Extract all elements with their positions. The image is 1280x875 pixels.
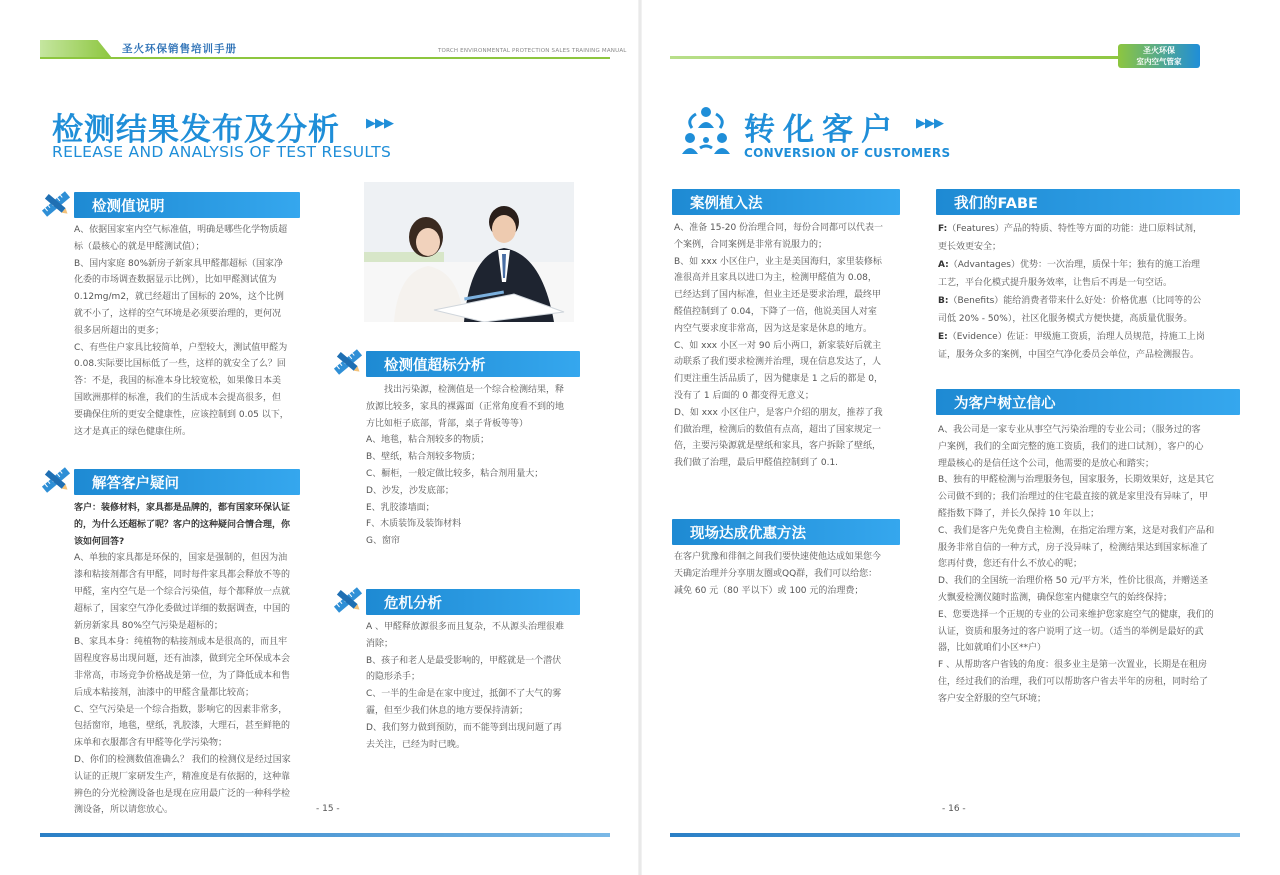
section-header-detection-value xyxy=(74,192,300,218)
text-line: A 、甲醛释放源很多而且复杂，不从源头治理很难 xyxy=(366,622,565,632)
text-line: 器，比如就咱们小区**户） xyxy=(938,643,1047,654)
section-title: 为客户树立信心 xyxy=(954,396,1056,412)
business-meeting-photo xyxy=(364,182,574,322)
text-line: 要确保住所的更安全健康性，应该控制到 0.05 以下， xyxy=(74,409,289,420)
section-title: 危机分析 xyxy=(384,596,442,612)
text-line: 们更注重生活品质了，因为健康是 1 之后的都是 0， xyxy=(674,374,884,385)
text-line: 床单和衣服都含有甲醛等化学污染物； xyxy=(74,738,228,749)
text-line: 住，经过我们的治理，我们可以帮助客户省去半年的房租，同时给了 xyxy=(938,676,1209,687)
text-line: C、我们是客户先免费自主检测，在指定治理方案，这是对我们产品和 xyxy=(938,525,1215,536)
text-line: 固程度容易出现问题，还有油漆，做到完全环保成本会 xyxy=(74,654,291,665)
section-body-customer-questions xyxy=(74,500,308,819)
text-line: D、我们努力做到预防，而不能等到出现问题了再 xyxy=(366,722,562,733)
section-header-fabe xyxy=(936,189,1240,215)
text-line: C、空气污染是一个综合指数，影响它的因素非常多， xyxy=(74,704,288,715)
text-line: 答：不是，我国的标准本身比较宽松，如果像日本美 xyxy=(74,376,282,387)
logo-line-1: 圣火环保 xyxy=(1143,46,1175,55)
text-line: C、橱柜，一般定做比较多，粘合剂用量大； xyxy=(366,468,544,479)
text-line: 国欧洲那样的标准，我们的生活成本会提高很多，但 xyxy=(74,392,282,403)
text-line: G、窗帘 xyxy=(366,536,400,547)
text-line: B、独有的甲醛检测与治理服务包，国家服务，长期效果好，这是其它 xyxy=(938,475,1215,486)
footer-rule xyxy=(670,833,1240,837)
triple-arrow-icon: ▶▶▶ xyxy=(366,116,393,131)
section-title: 检测值说明 xyxy=(92,199,165,215)
page-title: 检测结果发布及分析 xyxy=(52,112,340,148)
brand-logo xyxy=(1118,44,1200,68)
page-number: - 16 - xyxy=(942,804,966,814)
text-line: 没有了 1 后面的 0 都变得无意义； xyxy=(674,390,814,401)
text-line: 0.12mg/m2，就已经超出了国标的 20%，这个比例 xyxy=(74,292,284,303)
text-line: 就不小了，这样的空气环境是必须要治理的，更何况 xyxy=(74,308,282,319)
section-header-case-method xyxy=(672,189,900,215)
people-network-icon xyxy=(678,102,734,162)
section-header-crisis-analysis xyxy=(366,589,580,615)
section-body-crisis-analysis xyxy=(366,619,590,753)
text-line: 消除； xyxy=(366,638,394,649)
fabe-text: 证，服务众多的案例，中国空气净化委员会单位，产品检测报告。 xyxy=(938,350,1200,360)
text-line: 认证，资质和服务过的客户说明了这一切。（适当的举例是最好的武 xyxy=(938,626,1204,637)
text-line: F、木质装饰及装饰材料 xyxy=(366,519,462,530)
text-line: B、如 xxx 小区住户，业主是美国海归，家里装修标 xyxy=(674,256,882,267)
text-line: 放源比较多，家具的裸露面（正常角度看不到的地 xyxy=(366,401,565,412)
text-line: 已经达到了国内标准，但业主还是要求治理，最终甲 xyxy=(674,290,882,301)
text-line: 非常高，市场竞争价格战是第一位，为了降低成本和售 xyxy=(74,670,291,681)
fabe-line xyxy=(938,310,1244,328)
text-line: 在客户犹豫和徘徊之间我们要快速使他达成如果您今 xyxy=(674,552,882,562)
text-line: 方比如柜子底部，背部，桌子背板等等） xyxy=(366,418,529,429)
section-header-onsite-discount xyxy=(672,519,900,545)
section-title: 我们的FABE xyxy=(954,196,1038,212)
text-line: 天确定治理并分享朋友圈或QQ群，我们可以给您： xyxy=(674,568,878,579)
section-body-fabe xyxy=(938,220,1244,364)
text-line: 服务非常自信的一种方式，房子没异味了，检测结果达到国家标准了 xyxy=(938,542,1209,553)
fabe-label: E: xyxy=(938,332,948,342)
text-line: 理最核心的是信任这个公司，他需要的是放心和踏实； xyxy=(938,458,1155,469)
section-header-exceed-analysis xyxy=(366,351,580,377)
text-line: 客户安全舒服的空气环境； xyxy=(938,693,1047,704)
text-line: D、沙发，沙发底部； xyxy=(366,485,454,496)
text-line: E、乳胶漆墙面； xyxy=(366,502,435,513)
page-title-english: RELEASE AND ANALYSIS OF TEST RESULTS xyxy=(52,143,392,161)
fabe-text: 工艺，平台化模式提升服务效率，让售后不再是一句空话。 xyxy=(938,278,1173,288)
text-line: 您再付费，您还有什么不放心的呢； xyxy=(938,559,1083,570)
fabe-label: A: xyxy=(938,260,949,270)
fabe-label: B: xyxy=(938,296,949,306)
text-line: A、依据国家室内空气标准值，明确是哪些化学物质超 xyxy=(74,225,288,235)
section-header-build-confidence xyxy=(936,389,1240,415)
text-line: E、您要选择一个正规的专业的公司来维护您家庭空气的健康，我们的 xyxy=(938,609,1214,620)
text-line: 的隐形杀手； xyxy=(366,672,421,683)
text-line: 我们做了治理，最后甲醛值控制到了 0.1. xyxy=(674,458,839,469)
text-line: C、有些住户家具比较简单，户型较大，测试值甲醛为 xyxy=(74,342,288,353)
ruler-pencil-icon xyxy=(330,582,366,622)
text-line: 漆和粘接剂都含有甲醛，同时每件家具都会释放不等的 xyxy=(74,570,291,581)
question-line: 客户：装修材料，家具都是品牌的，都有国家环保认证 xyxy=(74,503,291,513)
page-number: - 15 - xyxy=(316,804,340,814)
header-title: 圣火环保销售培训手册 xyxy=(122,43,237,55)
ruler-pencil-icon xyxy=(38,186,74,226)
fabe-line xyxy=(938,292,1244,310)
header-green-tab xyxy=(40,40,112,58)
fabe-text: （Benefits）能给消费者带来什么好处：价格优惠（比同等的公 xyxy=(948,296,1202,306)
text-line: 后成本粘接剂，油漆中的甲醛含量都比较高； xyxy=(74,687,255,698)
text-line: A、单独的家具都是环保的，国家是强制的，但因为油 xyxy=(74,553,288,564)
fabe-label: F: xyxy=(938,224,948,234)
text-line: B、家具本身：纯植物的粘接剂成本是很高的，而且牢 xyxy=(74,637,288,648)
text-line: 很多居所超出的更多； xyxy=(74,325,165,336)
text-line: 个案例，合同案例是非常有说服力的； xyxy=(674,239,828,250)
text-line: 们做治理，检测后的数值有点高，超出了国家规定一 xyxy=(674,424,882,435)
text-line: C、如 xxx 小区一对 90 后小两口，新家装好后就主 xyxy=(674,340,882,351)
section-title: 案例植入法 xyxy=(690,196,763,212)
text-line: 霾，但至少我们休息的地方要保持清新； xyxy=(366,705,529,716)
text-line: 新房新家具 80%空气污染是超标的； xyxy=(74,620,223,631)
question-line: 的，为什么还超标了呢？客户的这种疑问合情合理，你 xyxy=(74,519,291,530)
text-line: 标（最核心的就是甲醛测试值）； xyxy=(74,241,205,252)
fabe-line xyxy=(938,256,1244,274)
section-body-exceed-analysis xyxy=(366,382,590,550)
text-line: 辨色的分光检测设备也是现在应用最广泛的一种科学检 xyxy=(74,788,291,799)
text-line: 包括窗帘，地毯，壁纸，乳胶漆，大理石，甚至鲜艳的 xyxy=(74,721,291,732)
section-body-case-method xyxy=(674,220,910,472)
section-header-customer-questions xyxy=(74,469,300,495)
triple-arrow-icon: ▶▶▶ xyxy=(916,116,943,131)
fabe-line xyxy=(938,238,1244,256)
text-line: B、国内家庭 80%新房子新家具甲醛都超标（国家净 xyxy=(74,258,284,269)
fabe-text: （Evidence）佐证：甲级施工资质，治理人员规范，持施工上岗 xyxy=(947,332,1205,342)
text-line: 0.08.实际要比国标低了一些，这样的就安全了么？回 xyxy=(74,359,286,370)
text-line: 醛值控制到了 0.04，下降了一倍，他说美国人对室 xyxy=(674,306,877,317)
text-line: 超标了，国家空气净化委做过详细的数据调查，中国的 xyxy=(74,603,291,614)
section-body-onsite-discount xyxy=(674,549,910,599)
page-title-english: CONVERSION OF CUSTOMERS xyxy=(744,146,951,160)
header-band xyxy=(40,40,627,58)
text-line: 这才是真正的绿色健康住所。 xyxy=(74,426,192,437)
text-line: B、壁纸，粘合剂较多物质； xyxy=(366,452,481,463)
section-title: 现场达成优惠方法 xyxy=(690,526,806,542)
text-line: 醛指数下降了，并长久保持 10 年以上； xyxy=(938,508,1100,519)
page-title: 转化客户 xyxy=(744,112,900,148)
footer-rule xyxy=(40,833,610,837)
fabe-text: 司低 20% - 50%），社区化服务模式方便快捷，高质量优服务。 xyxy=(938,314,1193,324)
section-body-detection-value xyxy=(74,222,306,440)
text-line: 火飘爱检测仪随时监测，确保您室内健康空气的始终保持； xyxy=(938,592,1173,603)
text-line: 化委的市场调查数据显示比例），比如甲醛测试值为 xyxy=(74,275,277,286)
section-body-build-confidence xyxy=(938,422,1244,708)
header-english: TORCH ENVIRONMENTAL PROTECTION SALES TRAINING MANUAL xyxy=(438,48,627,54)
text-line: 测设备，所以请您放心。 xyxy=(74,805,174,816)
text-line: 去关注，已经为时已晚。 xyxy=(366,739,466,750)
fabe-line xyxy=(938,220,1244,238)
section-title: 解答客户疑问 xyxy=(92,476,179,492)
text-line: A、地毯，粘合剂较多的物质； xyxy=(366,435,490,446)
ruler-pencil-icon xyxy=(330,344,366,384)
text-line: F 、从帮助客户省钱的角度：很多业主是第一次置业，长期是在租房 xyxy=(938,660,1208,671)
fabe-text: （Features）产品的特质、特性等方面的功能：进口原料试剂， xyxy=(947,224,1202,234)
header-rule xyxy=(40,57,610,59)
text-line: 户案例，我们的全面完整的施工资质，我们的进口试剂），客户的心 xyxy=(938,441,1204,452)
text-line: 认证的正规厂家研发生产，精准度是有依据的，这种靠 xyxy=(74,771,291,782)
text-line: 找出污染源，检测值是一个综合检测结果，释 xyxy=(366,385,565,395)
text-line: 倍，主要污染源就是壁纸和家具，客户拆除了壁纸， xyxy=(674,441,882,452)
question-line: 该如何回答? xyxy=(74,536,125,547)
text-line: 内空气要求度非常高，因为这是家是休息的地方。 xyxy=(674,323,873,334)
fabe-line xyxy=(938,328,1244,346)
fabe-text: 更长效更安全； xyxy=(938,242,1002,252)
text-line: D、我们的全国统一治理价格 50 元/平方米，性价比很高，并赠送圣 xyxy=(938,576,1209,587)
text-line: 动联系了我们要求检测并治理，现在信息发达了，人 xyxy=(674,357,882,368)
section-title: 检测值超标分析 xyxy=(384,358,486,374)
fabe-text: （Advantages）优势：一次治理，质保十年；独有的施工治理 xyxy=(948,260,1200,270)
logo-line-2: 室内空气管家 xyxy=(1136,57,1182,66)
text-line: 公司做不到的；我们治理过的住宅最直接的就是家里没有异味了，甲 xyxy=(938,492,1209,503)
ruler-pencil-icon xyxy=(38,462,74,502)
text-line: A、我公司是一家专业从事空气污染治理的专业公司；（服务过的客 xyxy=(938,425,1201,435)
text-line: A、准备 15-20 份治理合同，每份合同都可以代表一 xyxy=(674,223,884,233)
text-line: D、如 xxx 小区住户，是客户介绍的朋友，推荐了我 xyxy=(674,407,883,418)
text-line: 甲醛，室内空气是一个综合污染值，每个都释放一点就 xyxy=(74,586,291,597)
fabe-line xyxy=(938,274,1244,292)
text-line: D、你们的检测数值准确么？ 我们的检测仪是经过国家 xyxy=(74,754,291,765)
text-line: 减免 60 元（80 平以下）或 100 元的治理费； xyxy=(674,585,864,596)
fabe-line xyxy=(938,346,1244,364)
text-line: B、孩子和老人是最受影响的，甲醛就是一个潜伏 xyxy=(366,655,562,666)
right-page xyxy=(640,0,1280,875)
text-line: C、一半的生命是在家中度过，抵御不了大气的雾 xyxy=(366,689,562,700)
header-rule xyxy=(670,56,1140,59)
text-line: 准很高并且家具以进口为主，检测甲醛值为 0.08， xyxy=(674,273,877,284)
